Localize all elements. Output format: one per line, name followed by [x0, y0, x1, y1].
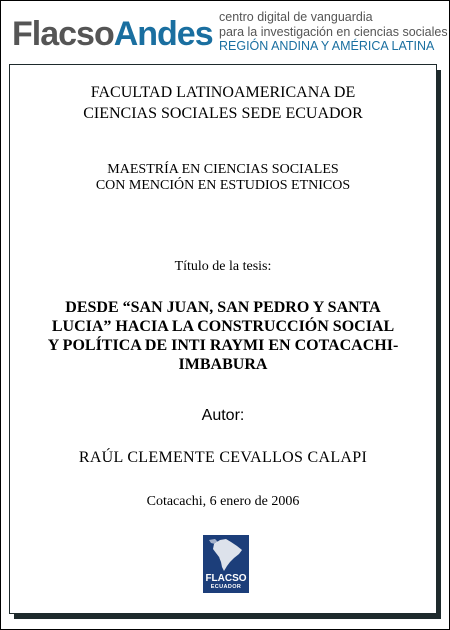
thesis-title-line: Y POLÍTICA DE INTI RAYMI EN COTACACHI-	[47, 337, 399, 354]
logo-andes-text: Andes	[113, 15, 213, 53]
place-date: Cotacachi, 6 enero de 2006	[146, 494, 300, 509]
thesis-title-label: Título de la tesis:	[174, 259, 272, 274]
author-name: RAÚL CLEMENTE CEVALLOS CALAPI	[78, 449, 368, 466]
thesis-title-line: LUCIA” HACIA LA CONSTRUCCIÓN SOCIAL	[51, 318, 395, 335]
banner-tagline	[219, 10, 448, 54]
south-america-map-icon	[206, 537, 246, 573]
flacsoandes-banner	[0, 0, 450, 62]
tagline-line-1: centro digital de vanguardia	[219, 10, 373, 24]
faculty-heading	[10, 82, 436, 124]
masters-line: CON MENCIÓN EN ESTUDIOS ETNICOS	[95, 178, 351, 193]
tagline-region: REGIÓN ANDINA Y AMÉRICA LATINA	[219, 39, 435, 53]
thesis-title-line: DESDE “SAN JUAN, SAN PEDRO Y SANTA	[65, 299, 381, 316]
author-label: Autor:	[201, 407, 245, 424]
thesis-title-line: IMBABURA	[178, 356, 268, 373]
logo-flacso-text: Flacso	[12, 15, 114, 53]
thesis-cover-page	[9, 64, 437, 614]
thesis-title	[10, 298, 436, 374]
tagline-line-2: para la investigación en ciencias sociales	[219, 24, 448, 39]
emblem-name: FLACSO	[205, 573, 247, 584]
flacsoandes-logo[interactable]	[12, 14, 213, 54]
masters-program	[10, 162, 436, 194]
masters-line: MAESTRÍA EN CIENCIAS SOCIALES	[107, 162, 339, 177]
faculty-line: CIENCIAS SOCIALES SEDE ECUADOR	[83, 105, 363, 122]
faculty-line: FACULTAD LATINOAMERICANA DE	[90, 84, 356, 101]
emblem-subtitle: ECUADOR	[210, 584, 242, 590]
flacso-ecuador-logo	[203, 535, 249, 593]
